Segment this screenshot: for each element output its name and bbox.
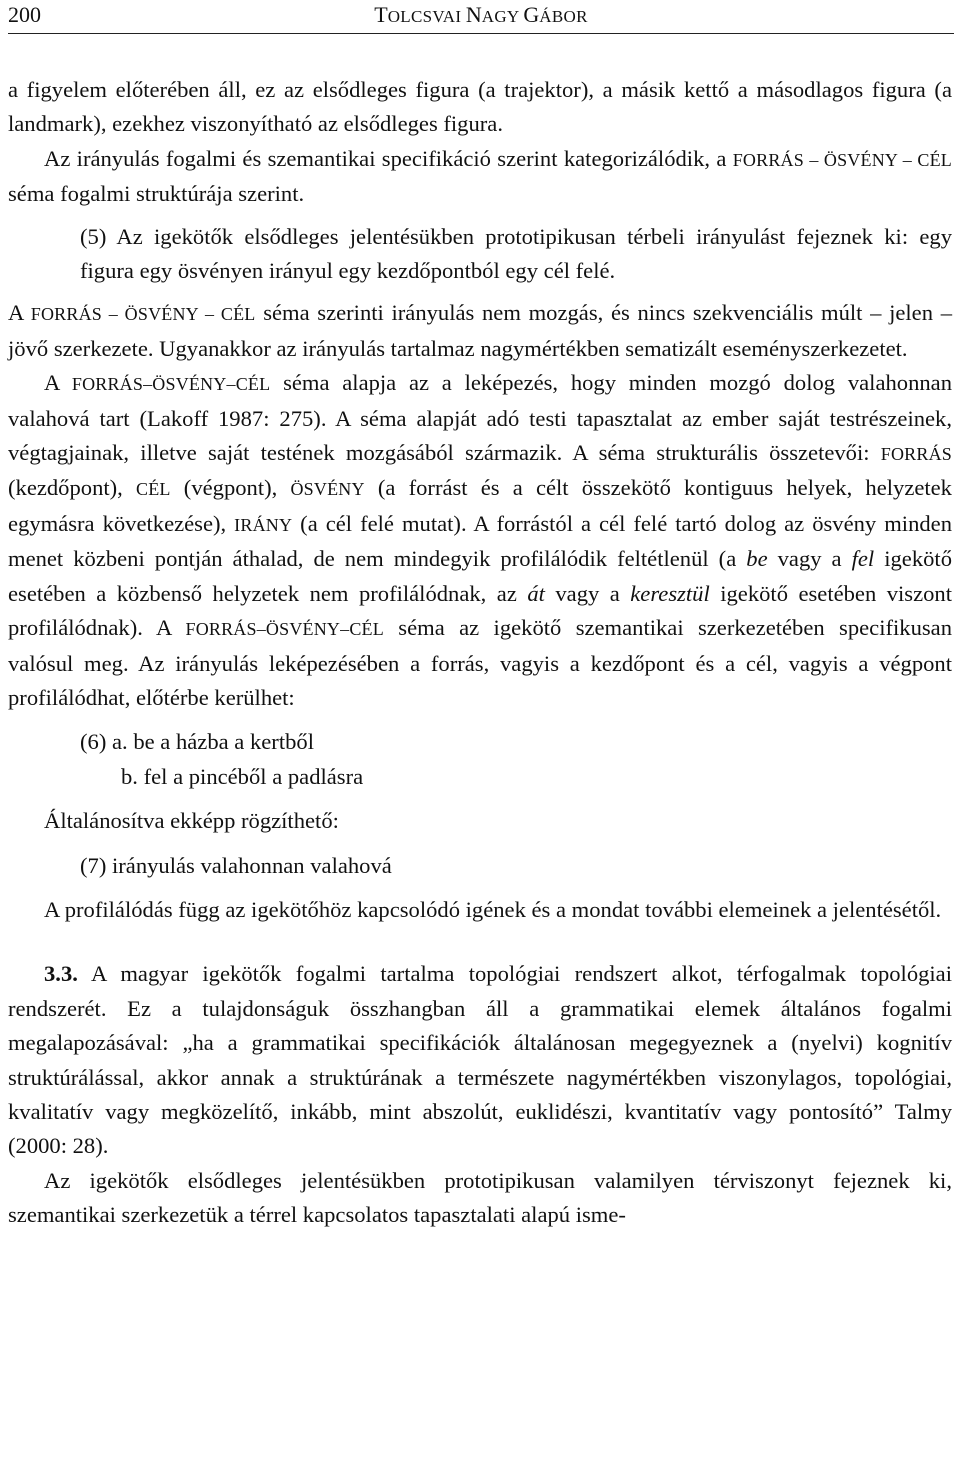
term-forras-osveny-cel-3: FORRÁS–ÖSVÉNY–CÉL [71,374,271,395]
paragraph-6-text: A profilálódás függ az igekötőhöz kapcsolódó igének és a mondat további elemeinek a jelentésétől. [44,896,942,922]
page-body [8,73,952,1233]
paragraph-4-text-b: séma alapja az a leképezés, hogy minden mozgó dolog valahonnan valahová tart (Lakoff 1987: 275). A séma alapját adó testi tapasztalat az ember saját testrészeinek, végtagjainak, illetve saját testének mozgásából származik. A séma strukturális összetevői: [8,370,953,466]
italic-fel: fel [851,546,875,572]
example-6b-text: b. fel a pincéből a padlásra [121,763,364,789]
paragraph-2-text-b: séma fogalmi struktúrája szerint. [8,181,305,207]
example-5-number: (5) [80,223,107,249]
running-head-initial-g: G [523,2,540,27]
paragraph-4-text-l: séma az igekötő szemantikai szerkezetében specifikusan valósul meg. Az irányulás leképezésében a forrás, vagyis a kezdőpont és a cél, vagyis a végpont profilálódhat, előtérbe kerülhet: [8,615,952,710]
paragraph-1 [8,73,952,142]
running-head-initial-n: N [465,2,482,27]
paragraph-2 [8,142,952,212]
paragraph-4-text-j: vagy a [544,580,631,606]
example-6a-text: (6) a. be a házba a kertből [80,729,314,755]
example-5 [8,220,952,289]
example-6b [8,760,952,794]
paragraph-4-text-k: igekötő esetében viszont profilálódnak). A [8,580,952,641]
paragraph-4-text-f: (a cél felé mutat). A forrástól a cél felé tartó dolog az ösvény minden menet közbeni pontján áthalad, de nem mindegyik profilálódik feltétlenül (a [8,510,953,572]
italic-at: át [527,580,545,606]
paragraph-7-text: A magyar igekötők fogalmi tartalma topológiai rendszert alkot, térfogalmak topológiai rendszerét. Ez a tulajdonságuk összhangban áll a grammatikai elemek általános fogalmi megalapozásával: „ha a grammatikai specifikációk általánosan megegyeznek a (nyelvi) kognitív struktúrálással, akkor annak a struktúrának a természete nagymértékben viszonylagos, topológiai, kvalitatív vagy megközelítő, inkább, mint abszolút, euklidészi, kvantitatív vagy pontosító” Talmy (2000: 28). [8,961,952,1159]
paragraph-7 [8,957,952,1163]
paragraph-4 [8,366,952,715]
page-header [8,0,954,34]
example-5-text: Az igekötők elsődleges jelentésükben prototipikusan térbeli irányulást fejeznek ki: egy figura egy ösvényen irányul egy kezdőpontból egy cél felé. [80,223,953,284]
term-cel: CÉL [136,479,171,500]
paragraph-3-text-b: séma szerinti irányulás nem mozgás, és nincs szekvenciális múlt – jelen – jövő szerkezete. Ugyanakkor az irányulás tartalmaz nagymértékben sematizált eseményszerkezetet. [8,300,952,361]
paragraph-5-text: Általánosítva ekképp rögzíthető: [44,808,339,834]
page-number: 200 [8,2,41,27]
example-7-text: (7) irányulás valahonnan valahová [80,852,392,878]
paragraph-4-text-a: A [44,370,72,396]
term-osveny: ÖSVÉNY [290,479,365,500]
running-head-part-1: OLCSVAI [387,7,466,26]
paragraph-4-text-d: (végpont), [170,475,291,501]
running-head [8,2,954,30]
term-irany: IRÁNY [234,514,293,535]
running-head-initial-t: T [374,2,388,27]
italic-be: be [746,546,768,572]
paragraph-8 [8,1164,952,1233]
paragraph-8-text: Az igekötők elsődleges jelentésükben prototipikusan valamilyen térviszonyt fejeznek ki, szemantikai szerkezetük a térrel kapcsolatos tapasztalati alapú isme- [8,1167,952,1228]
paragraph-4-text-g: vagy a [767,546,852,572]
paragraph-3 [8,296,952,366]
paragraph-6 [8,893,952,927]
term-forras-osveny-cel-4: FORRÁS–ÖSVÉNY–CÉL [185,619,384,640]
paragraph-4-text-h: igekötő esetében a közbenső helyzetek nem profilálódnak, az [8,546,952,606]
running-head-part-2: AGY [481,7,524,26]
paragraph-2-text-a: Az irányulás fogalmi és szemantikai specifikáció szerint kategorizálódik, a [44,145,733,171]
paragraph-4-text-c: (kezdőpont), [8,475,136,501]
paragraph-5 [8,804,952,838]
italic-keresztul: keresztül [630,580,710,606]
example-7 [8,849,952,883]
term-forras-osveny-cel-2: FORRÁS – ÖSVÉNY – CÉL [30,304,256,325]
example-6a [8,725,952,759]
paragraph-1-text: a figyelem előterében áll, ez az elsődleges figura (a trajektor), a másik kettő a másodlagos figura (a landmark), ezekhez viszonyítható az elsődleges figura. [8,77,952,137]
paragraph-3-text-a: A [8,300,31,326]
term-forras: FORRÁS [880,444,952,465]
paragraph-4-text-e: (a forrást és a célt összekötő kontiguus helyek, helyzetek egymásra következése), [8,475,952,536]
term-forras-osveny-cel: FORRÁS – ÖSVÉNY – CÉL [732,149,952,170]
running-head-part-3: ÁBOR [539,7,588,26]
section-number: 3.3. [44,961,78,987]
